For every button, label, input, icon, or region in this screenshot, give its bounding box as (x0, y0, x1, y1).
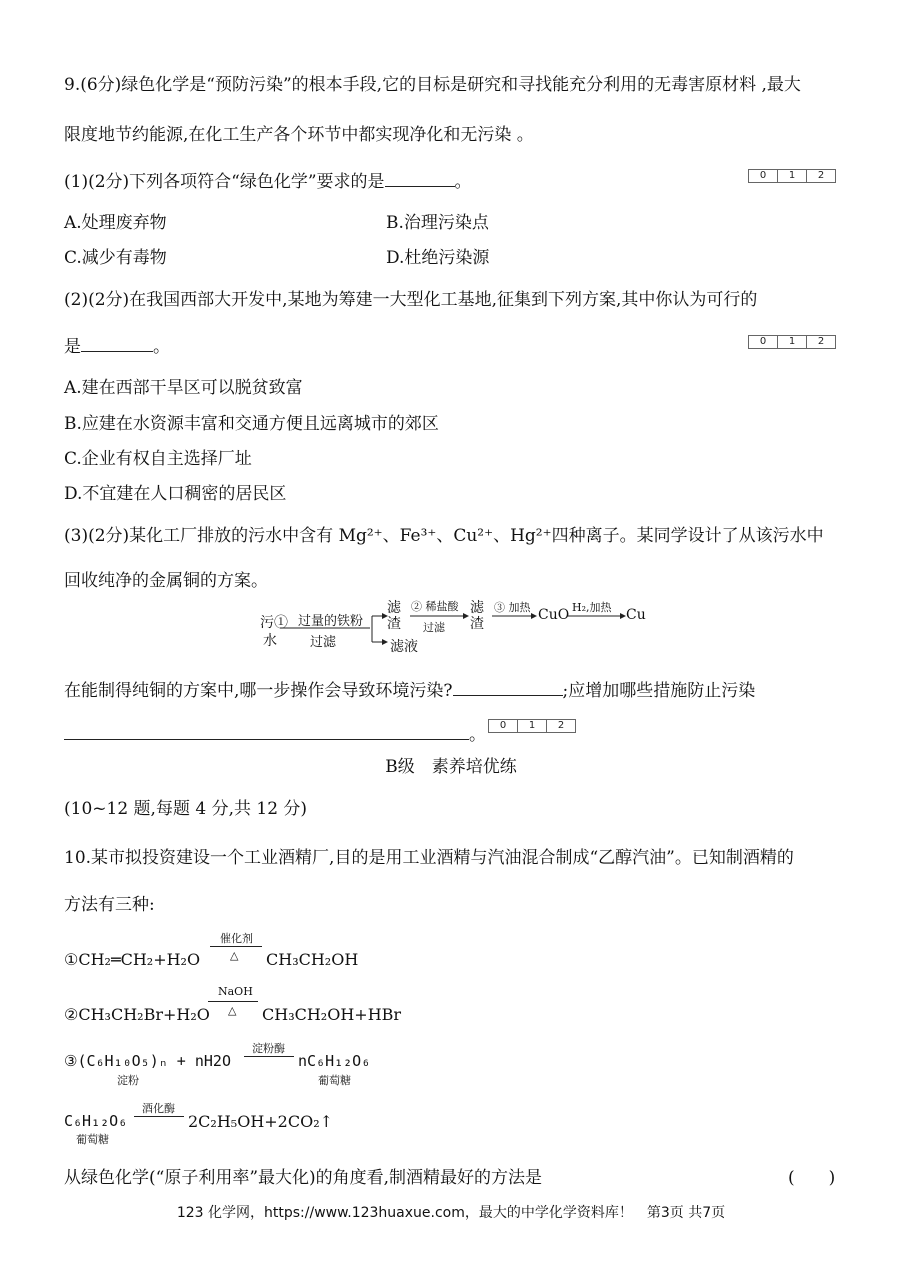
q9-stem-line2: 限度地节约能源,在化工生产各个环节中都实现净化和无污染 。 (64, 125, 534, 145)
q9-p3-line1: (3)(2分)某化工厂排放的污水中含有 Mg²⁺、Fe³⁺、Cu²⁺、Hg²⁺四种离子。某同学设计了从该污水中 (64, 526, 824, 546)
eq1-arrow (210, 946, 262, 947)
score-box[interactable]: 0 1 2 (488, 719, 576, 733)
q9-p1-option-d: D.杜绝污染源 (386, 248, 490, 268)
eq3-glucose-label: 葡萄糖 (318, 1074, 351, 1087)
q9-p2-option-a: A.建在西部干旱区可以脱贫致富 (64, 378, 303, 398)
equation-2: ②CH₃CH₂Br+H₂O (64, 1005, 210, 1024)
eq1-product: CH₃CH₂OH (266, 950, 359, 969)
q9-p1-option-a: A.处理废弃物 (64, 213, 167, 233)
score-box[interactable]: 0 1 2 (748, 335, 836, 349)
q9-p1-question: (1)(2分)下列各项符合“绿色化学”要求的是 。 (64, 172, 472, 192)
score-box[interactable]: 0 1 2 (748, 169, 836, 183)
eq2-product: CH₃CH₂OH+HBr (262, 1005, 402, 1024)
q10-question: 从绿色化学(“原子利用率”最大化)的角度看,制酒精最好的方法是 (64, 1168, 543, 1188)
flow-start-bottom: 水 (263, 633, 277, 649)
answer-blank[interactable] (64, 738, 469, 740)
equation-1: ①CH₂═CH₂+H₂O (64, 950, 201, 969)
answer-blank[interactable] (81, 350, 153, 352)
q9-p2-question-line1: (2)(2分)在我国西部大开发中,某地为筹建一大型化工基地,征集到下列方案,其中你认为可行的 (64, 290, 758, 310)
flow-step1-operation: 过滤 (310, 635, 337, 650)
q9-p1-option-c: C.减少有毒物 (64, 248, 167, 268)
flow-step3-operation: ③ 加热 (494, 601, 531, 614)
eq4-glucose-label: 葡萄糖 (76, 1133, 109, 1146)
q9-p1-option-b: B.治理污染点 (386, 213, 489, 233)
flow-residue: 滤渣 (387, 600, 401, 632)
answer-blank[interactable] (453, 694, 563, 696)
copper-recovery-flowchart (260, 598, 660, 660)
q9-p2-option-c: C.企业有权自主选择厂址 (64, 449, 252, 469)
flow-filtrate: 滤液 (390, 639, 418, 655)
flow-step4-operation: H₂,加热 (572, 601, 612, 614)
section-title: B级 素养培优练 (385, 757, 517, 777)
answer-blank[interactable] (385, 185, 455, 187)
eq2-arrow (208, 1001, 258, 1002)
eq4-enzyme: 酒化酶 (142, 1102, 175, 1115)
eq1-catalyst: 催化剂 (220, 932, 253, 945)
q9-p2-question-line2: 是 。 (64, 337, 170, 357)
q9-stem-line1: 9.(6分)绿色化学是“预防污染”的根本手段,它的目标是研究和寻找能充分利用的无毒害原材料 ,最大 (64, 75, 801, 95)
eq4-arrow (134, 1116, 184, 1117)
q9-p2-option-b: B.应建在水资源丰富和交通方便且远离城市的郊区 (64, 414, 439, 434)
equation-4: C₆H₁₂O₆ (64, 1112, 128, 1130)
q10-stem-line2: 方法有三种: (64, 895, 155, 915)
eq3-enzyme: 淀粉酶 (252, 1042, 285, 1055)
section-subtitle: (10~12 题,每题 4 分,共 12 分) (64, 799, 308, 819)
answer-parentheses[interactable]: ( ) (788, 1168, 836, 1188)
flow-cuo: CuO (538, 607, 570, 623)
q10-stem-line1: 10.某市拟投资建设一个工业酒精厂,目的是用工业酒精与汽油混合制成“乙醇汽油”。已知制酒精的 (64, 848, 794, 868)
eq4-product: 2C₂H₅OH+2CO₂↑ (188, 1112, 334, 1131)
q9-p3-question: 在能制得纯铜的方案中,哪一步操作会导致环境污染? ;应增加哪些措施防止污染 (64, 681, 756, 701)
flow-cu: Cu (626, 607, 646, 623)
eq3-starch-label: 淀粉 (117, 1074, 139, 1087)
eq3-product: nC₆H₁₂O₆ (298, 1052, 371, 1070)
eq2-heat: △ (228, 1004, 237, 1017)
eq1-heat: △ (230, 949, 239, 962)
q9-p3-question-line2: 。 (64, 720, 486, 745)
eq2-reagent: NaOH (218, 985, 253, 998)
page-footer: 123 化学网，https://www.123huaxue.com，最大的中学化学资料库！ 第3页 共7页 (176, 1205, 726, 1221)
q9-p3-line2: 回收纯净的金属铜的方案。 (64, 571, 268, 591)
flow-step2-operation: 过滤 (423, 621, 445, 634)
flow-step1-reagent: 过量的铁粉 (298, 614, 364, 629)
flow-step2-reagent: ② 稀盐酸 (411, 600, 459, 613)
equation-3: ③(C₆H₁₀O₅)ₙ + nH2O (64, 1052, 231, 1070)
eq3-arrow (244, 1056, 294, 1057)
flow-start-top: 污① (260, 615, 288, 631)
q9-p2-option-d: D.不宜建在人口稠密的居民区 (64, 484, 287, 504)
flow-residue-2: 滤渣 (470, 600, 484, 632)
